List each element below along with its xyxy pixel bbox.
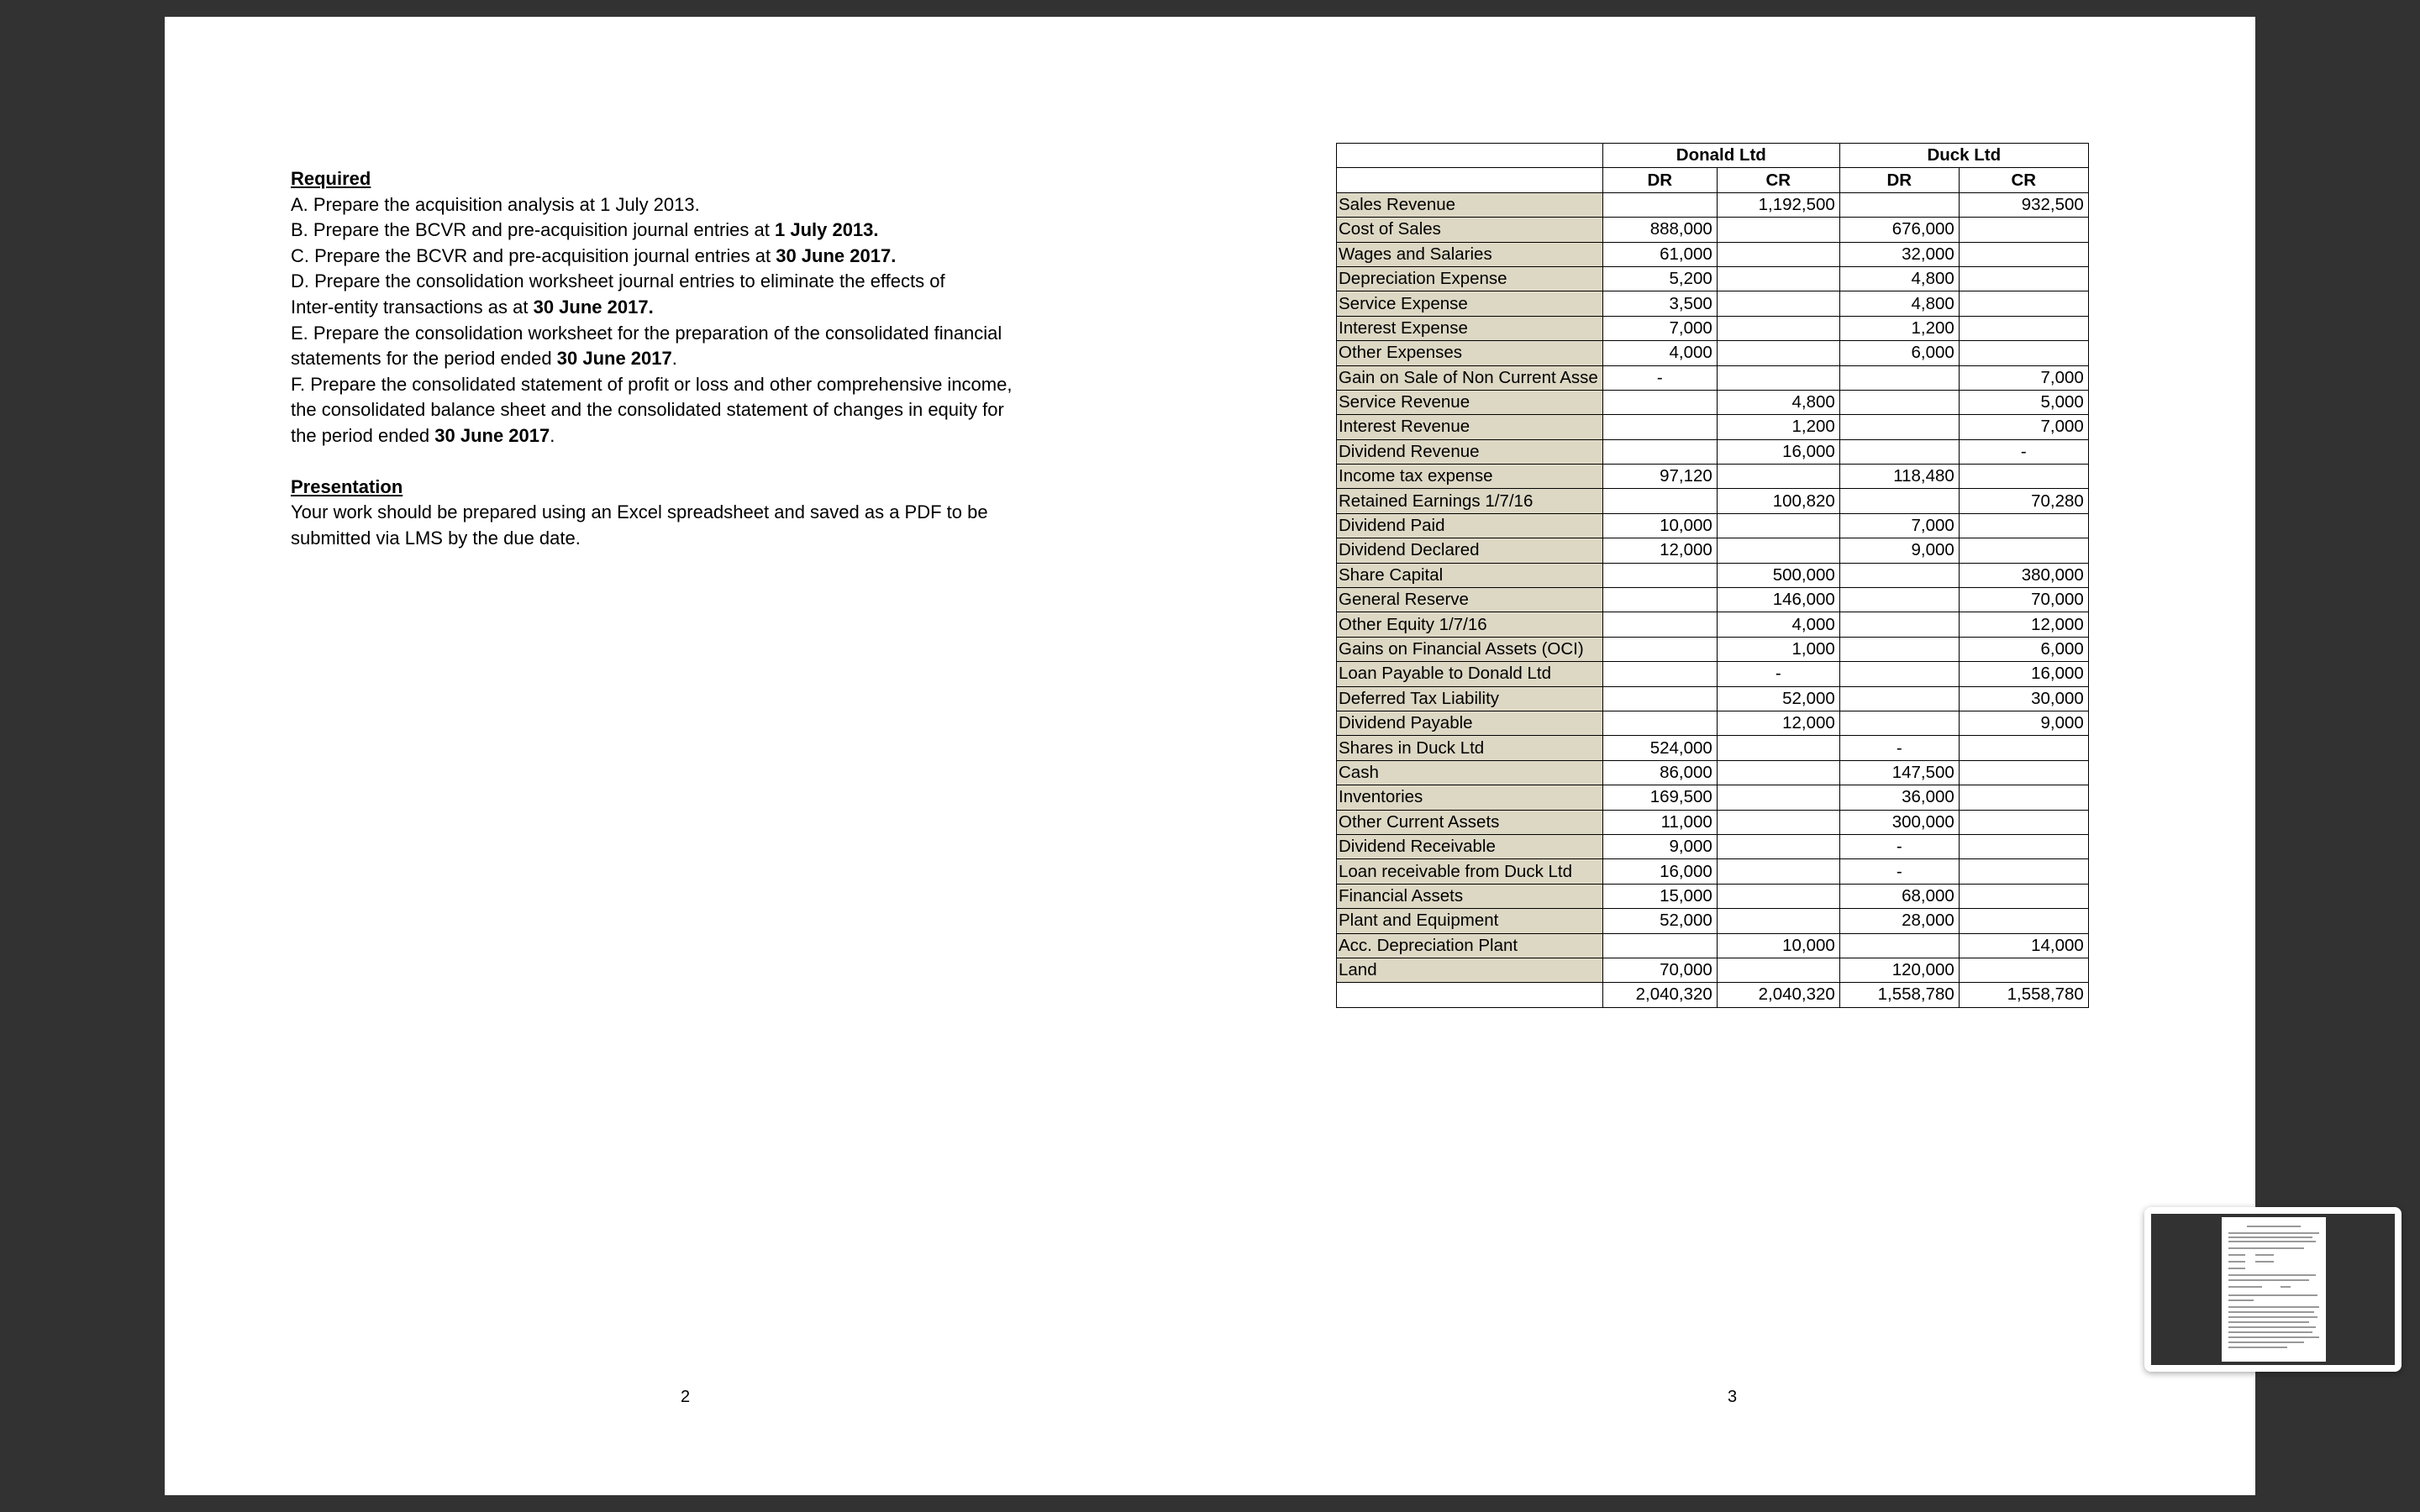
amount-cell	[1717, 909, 1839, 933]
amount-cell	[1959, 785, 2088, 810]
amount-cell	[1959, 884, 2088, 908]
trial-balance-row	[1337, 291, 2089, 316]
amount-cell	[1959, 958, 2088, 982]
amount-cell: 524,000	[1602, 736, 1717, 760]
amount-cell: 11,000	[1602, 810, 1717, 834]
amount-cell: 500,000	[1717, 563, 1839, 587]
amount-cell	[1602, 686, 1717, 711]
trial-balance-row	[1337, 711, 2089, 735]
account-label: Retained Earnings 1/7/16	[1337, 489, 1603, 513]
instruction-text: statements for the period ended	[291, 348, 557, 370]
trial-balance-row	[1337, 538, 2089, 563]
amount-cell	[1959, 736, 2088, 760]
account-label: Wages and Salaries	[1337, 242, 1603, 266]
amount-cell	[1717, 218, 1839, 242]
amount-cell: 12,000	[1602, 538, 1717, 563]
instruction-text: .	[671, 348, 677, 370]
amount-cell: -	[1839, 859, 1959, 884]
trial-balance-row	[1337, 686, 2089, 711]
document-page-spread	[165, 17, 2255, 1495]
trial-balance-row	[1337, 810, 2089, 834]
account-label: Depreciation Expense	[1337, 266, 1603, 291]
account-label: Service Expense	[1337, 291, 1603, 316]
amount-cell	[1959, 218, 2088, 242]
required-item	[291, 397, 1131, 423]
amount-cell	[1717, 266, 1839, 291]
trial-balance-row	[1337, 218, 2089, 242]
total-cell: 1,558,780	[1839, 983, 1959, 1007]
amount-cell	[1717, 785, 1839, 810]
amount-cell: 120,000	[1839, 958, 1959, 982]
trial-balance-row	[1337, 958, 2089, 982]
amount-cell: 16,000	[1602, 859, 1717, 884]
amount-cell	[1602, 637, 1717, 661]
amount-cell	[1959, 316, 2088, 340]
required-item	[291, 218, 1131, 244]
presentation-line: Your work should be prepared using an Excel spreadsheet and saved as a PDF to be	[291, 501, 988, 523]
amount-cell: 32,000	[1839, 242, 1959, 266]
amount-cell	[1839, 365, 1959, 390]
amount-cell	[1717, 242, 1839, 266]
amount-cell: 52,000	[1602, 909, 1717, 933]
amount-cell: 888,000	[1602, 218, 1717, 242]
amount-cell	[1602, 612, 1717, 637]
amount-cell: 9,000	[1602, 834, 1717, 858]
amount-cell: 7,000	[1839, 513, 1959, 538]
col-header: DR	[1839, 168, 1959, 192]
instruction-text: B. Prepare the BCVR and pre-acquisition journal entries at	[291, 219, 775, 241]
amount-cell: 9,000	[1839, 538, 1959, 563]
amount-cell: 97,120	[1602, 465, 1717, 489]
col-header: CR	[1717, 168, 1839, 192]
amount-cell: 12,000	[1959, 612, 2088, 637]
trial-balance-row	[1337, 489, 2089, 513]
amount-cell: 100,820	[1717, 489, 1839, 513]
trial-balance-row	[1337, 242, 2089, 266]
entity-header-duck: Duck Ltd	[1839, 144, 2088, 168]
trial-balance-row	[1337, 439, 2089, 464]
account-label: Gains on Financial Assets (OCI)	[1337, 637, 1603, 661]
account-label: Acc. Depreciation Plant	[1337, 933, 1603, 958]
amount-cell: 3,500	[1602, 291, 1717, 316]
required-item	[291, 295, 1131, 321]
amount-cell	[1717, 538, 1839, 563]
amount-cell: 70,280	[1959, 489, 2088, 513]
account-label: Deferred Tax Liability	[1337, 686, 1603, 711]
amount-cell	[1717, 291, 1839, 316]
amount-cell	[1839, 563, 1959, 587]
amount-cell: 4,800	[1717, 390, 1839, 414]
amount-cell: -	[1839, 736, 1959, 760]
instruction-text: D. Prepare the consolidation worksheet journal entries to eliminate the effects of	[291, 270, 945, 292]
presentation-line: submitted via LMS by the due date.	[291, 527, 581, 549]
trial-balance-row	[1337, 637, 2089, 661]
trial-balance-row	[1337, 266, 2089, 291]
account-label: Plant and Equipment	[1337, 909, 1603, 933]
account-label: Dividend Paid	[1337, 513, 1603, 538]
trial-balance-table	[1336, 143, 2089, 1008]
amount-cell: 36,000	[1839, 785, 1959, 810]
account-label: Dividend Declared	[1337, 538, 1603, 563]
presentation-heading: Presentation	[291, 475, 403, 497]
amount-cell	[1959, 465, 2088, 489]
amount-cell	[1602, 192, 1717, 217]
amount-cell	[1602, 390, 1717, 414]
presentation-text	[291, 500, 1131, 551]
col-header: CR	[1959, 168, 2088, 192]
trial-balance-row	[1337, 933, 2089, 958]
account-label: Dividend Revenue	[1337, 439, 1603, 464]
instruction-text: the consolidated balance sheet and the consolidated statement of changes in equity for	[291, 399, 1004, 421]
trial-balance-row	[1337, 192, 2089, 217]
amount-cell	[1717, 736, 1839, 760]
amount-cell	[1839, 612, 1959, 637]
amount-cell	[1717, 760, 1839, 785]
trial-balance-row	[1337, 513, 2089, 538]
amount-cell	[1959, 291, 2088, 316]
amount-cell: 7,000	[1959, 415, 2088, 439]
account-label: Land	[1337, 958, 1603, 982]
amount-cell	[1839, 489, 1959, 513]
trial-balance-row	[1337, 341, 2089, 365]
amount-cell	[1602, 711, 1717, 735]
trial-balance-row	[1337, 612, 2089, 637]
amount-cell	[1839, 390, 1959, 414]
amount-cell	[1959, 810, 2088, 834]
amount-cell: 52,000	[1717, 686, 1839, 711]
amount-cell	[1717, 958, 1839, 982]
amount-cell: -	[1717, 662, 1839, 686]
amount-cell: 380,000	[1959, 563, 2088, 587]
amount-cell: 7,000	[1602, 316, 1717, 340]
amount-cell	[1839, 933, 1959, 958]
date-emphasis: 1 July 2013.	[774, 219, 879, 241]
account-label: Gain on Sale of Non Current Asse	[1337, 365, 1603, 390]
amount-cell: 14,000	[1959, 933, 2088, 958]
col-header: DR	[1602, 168, 1717, 192]
amount-cell: 147,500	[1839, 760, 1959, 785]
account-label: Shares in Duck Ltd	[1337, 736, 1603, 760]
amount-cell	[1717, 465, 1839, 489]
trial-balance-row	[1337, 834, 2089, 858]
account-label: Inventories	[1337, 785, 1603, 810]
trial-balance-row	[1337, 563, 2089, 587]
amount-cell: 169,500	[1602, 785, 1717, 810]
date-emphasis: 30 June 2017.	[776, 244, 897, 266]
instruction-text: Inter-entity transactions as at	[291, 296, 534, 318]
page-number-right: 3	[1728, 1388, 1738, 1406]
account-label: Other Equity 1/7/16	[1337, 612, 1603, 637]
amount-cell	[1839, 439, 1959, 464]
trial-balance-row	[1337, 465, 2089, 489]
required-item	[291, 269, 1131, 295]
amount-cell: 146,000	[1717, 588, 1839, 612]
instruction-text: the period ended	[291, 424, 435, 446]
amount-cell	[1959, 341, 2088, 365]
amount-cell	[1602, 489, 1717, 513]
amount-cell: 6,000	[1839, 341, 1959, 365]
date-emphasis: 30 June 2017	[556, 348, 672, 370]
amount-cell	[1959, 266, 2088, 291]
amount-cell	[1717, 810, 1839, 834]
account-label: Financial Assets	[1337, 884, 1603, 908]
totals-row	[1337, 983, 2089, 1007]
amount-cell: 16,000	[1959, 662, 2088, 686]
amount-cell	[1717, 341, 1839, 365]
date-emphasis: 30 June 2017	[434, 424, 550, 446]
amount-cell: 30,000	[1959, 686, 2088, 711]
required-heading: Required	[291, 168, 371, 189]
entity-header-donald: Donald Ltd	[1602, 144, 1839, 168]
amount-cell	[1839, 637, 1959, 661]
amount-cell: 10,000	[1602, 513, 1717, 538]
amount-cell	[1839, 662, 1959, 686]
total-cell: 1,558,780	[1959, 983, 2088, 1007]
amount-cell	[1717, 316, 1839, 340]
trial-balance-row	[1337, 785, 2089, 810]
amount-cell: 70,000	[1602, 958, 1717, 982]
amount-cell: 676,000	[1839, 218, 1959, 242]
amount-cell: -	[1602, 365, 1717, 390]
instruction-text: E. Prepare the consolidation worksheet for the preparation of the consolidated financial	[291, 322, 1002, 344]
required-item	[291, 423, 1131, 449]
instruction-text: C. Prepare the BCVR and pre-acquisition journal entries at	[291, 244, 776, 266]
account-label: Share Capital	[1337, 563, 1603, 587]
amount-cell: 70,000	[1959, 588, 2088, 612]
amount-cell	[1959, 760, 2088, 785]
amount-cell: 16,000	[1717, 439, 1839, 464]
amount-cell: 61,000	[1602, 242, 1717, 266]
amount-cell	[1717, 834, 1839, 858]
amount-cell: 12,000	[1717, 711, 1839, 735]
amount-cell: 9,000	[1959, 711, 2088, 735]
required-item	[291, 321, 1131, 347]
trial-balance-row	[1337, 736, 2089, 760]
total-cell: 2,040,320	[1717, 983, 1839, 1007]
account-label: Service Revenue	[1337, 390, 1603, 414]
trial-balance-row	[1337, 316, 2089, 340]
account-label: Interest Expense	[1337, 316, 1603, 340]
drcr-header-row	[1337, 168, 2089, 192]
amount-cell: 1,000	[1717, 637, 1839, 661]
amount-cell: 118,480	[1839, 465, 1959, 489]
date-emphasis: 30 June 2017.	[533, 296, 654, 318]
amount-cell	[1717, 884, 1839, 908]
amount-cell	[1959, 834, 2088, 858]
amount-cell: 10,000	[1717, 933, 1839, 958]
required-item	[291, 372, 1131, 398]
assignment-instructions	[291, 166, 1131, 551]
trial-balance-row	[1337, 662, 2089, 686]
amount-cell	[1602, 415, 1717, 439]
amount-cell: 1,200	[1717, 415, 1839, 439]
instruction-text: A. Prepare the acquisition analysis at 1 July 2013.	[291, 193, 700, 215]
amount-cell: 1,200	[1839, 316, 1959, 340]
account-label: Interest Revenue	[1337, 415, 1603, 439]
amount-cell: 4,000	[1717, 612, 1839, 637]
amount-cell	[1602, 439, 1717, 464]
amount-cell: 4,000	[1602, 341, 1717, 365]
account-label: Income tax expense	[1337, 465, 1603, 489]
page-number-left: 2	[681, 1388, 691, 1406]
amount-cell: 5,200	[1602, 266, 1717, 291]
instruction-text: F. Prepare the consolidated statement of profit or loss and other comprehensive income,	[291, 373, 1013, 395]
amount-cell: 15,000	[1602, 884, 1717, 908]
account-label: Other Expenses	[1337, 341, 1603, 365]
amount-cell: 7,000	[1959, 365, 2088, 390]
amount-cell: 932,500	[1959, 192, 2088, 217]
amount-cell: 68,000	[1839, 884, 1959, 908]
amount-cell: 28,000	[1839, 909, 1959, 933]
account-label: Loan receivable from Duck Ltd	[1337, 859, 1603, 884]
amount-cell	[1602, 563, 1717, 587]
trial-balance-row	[1337, 859, 2089, 884]
amount-cell: 4,800	[1839, 291, 1959, 316]
amount-cell	[1602, 588, 1717, 612]
amount-cell: -	[1839, 834, 1959, 858]
page-thumbnail-navigator[interactable]	[2144, 1207, 2402, 1372]
amount-cell: 300,000	[1839, 810, 1959, 834]
trial-balance-row	[1337, 760, 2089, 785]
account-label: Dividend Payable	[1337, 711, 1603, 735]
amount-cell: 6,000	[1959, 637, 2088, 661]
account-label: Cost of Sales	[1337, 218, 1603, 242]
account-label: Cash	[1337, 760, 1603, 785]
required-item	[291, 346, 1131, 372]
required-list	[291, 192, 1131, 449]
account-label: Dividend Receivable	[1337, 834, 1603, 858]
total-cell: 2,040,320	[1602, 983, 1717, 1007]
amount-cell	[1839, 686, 1959, 711]
account-label: Other Current Assets	[1337, 810, 1603, 834]
amount-cell	[1602, 662, 1717, 686]
amount-cell	[1839, 711, 1959, 735]
trial-balance-row	[1337, 884, 2089, 908]
amount-cell	[1717, 365, 1839, 390]
amount-cell: 4,800	[1839, 266, 1959, 291]
page-thumbnail-preview[interactable]	[2222, 1217, 2326, 1362]
amount-cell	[1959, 538, 2088, 563]
trial-balance-row	[1337, 390, 2089, 414]
amount-cell: 1,192,500	[1717, 192, 1839, 217]
trial-balance-row	[1337, 365, 2089, 390]
required-item	[291, 192, 1131, 218]
amount-cell: -	[1959, 439, 2088, 464]
account-label: General Reserve	[1337, 588, 1603, 612]
amount-cell	[1839, 415, 1959, 439]
amount-cell	[1959, 513, 2088, 538]
amount-cell	[1839, 192, 1959, 217]
trial-balance-row	[1337, 415, 2089, 439]
required-item	[291, 244, 1131, 270]
amount-cell	[1959, 242, 2088, 266]
instruction-text: .	[550, 424, 555, 446]
amount-cell	[1717, 513, 1839, 538]
amount-cell	[1839, 588, 1959, 612]
amount-cell	[1602, 933, 1717, 958]
amount-cell	[1959, 859, 2088, 884]
trial-balance-row	[1337, 588, 2089, 612]
amount-cell	[1717, 859, 1839, 884]
amount-cell: 5,000	[1959, 390, 2088, 414]
entity-header-row	[1337, 144, 2089, 168]
amount-cell: 86,000	[1602, 760, 1717, 785]
amount-cell	[1959, 909, 2088, 933]
account-label: Sales Revenue	[1337, 192, 1603, 217]
trial-balance-row	[1337, 909, 2089, 933]
account-label: Loan Payable to Donald Ltd	[1337, 662, 1603, 686]
